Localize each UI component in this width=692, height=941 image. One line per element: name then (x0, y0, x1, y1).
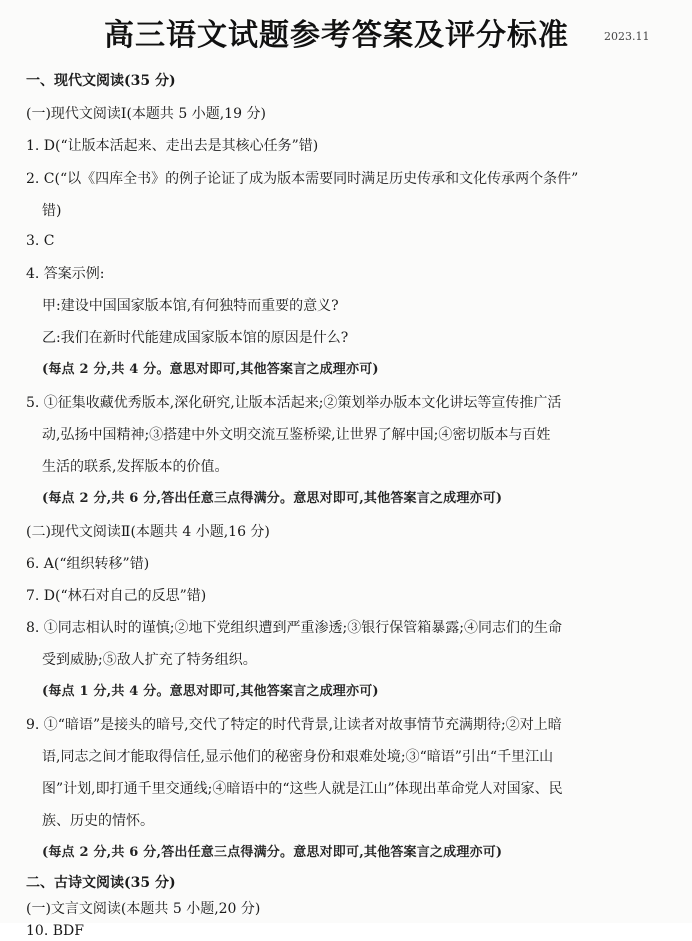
answer-line: 10. BDF (26, 923, 84, 939)
answer-line: 9. ①“暗语”是接头的暗号,交代了特定的时代背景,让读者对故事情节充满期待;②对上暗 (26, 717, 562, 733)
answer-line: 7. D(“林石对自己的反思”错) (26, 588, 207, 604)
answer-line-continued: 受到威胁;⑤敌人扩充了特务组织。 (42, 652, 257, 668)
answer-line-continued: 错) (42, 203, 62, 219)
section-heading-modern-reading: 一、现代文阅读(35 分) (26, 73, 176, 89)
exam-date: 2023.11 (604, 30, 650, 43)
scoring-note: (每点 2 分,共 6 分,答出任意三点得满分。意思对即可,其他答案言之成理亦可) (42, 845, 503, 860)
answer-line: 6. A(“组织转移”错) (26, 556, 150, 572)
subsection-heading-reading-1: (一)现代文阅读Ⅰ(本题共 5 小题,19 分) (26, 106, 266, 122)
answer-line: 2. C(“以《四库全书》的例子论证了成为版本需要同时满足历史传承和文化传承两个条件” (26, 171, 579, 187)
answer-line: 4. 答案示例: (26, 266, 105, 282)
answer-example-line: 乙:我们在新时代能建成国家版本馆的原因是什么? (42, 330, 349, 346)
answer-line: 3. C (26, 233, 55, 249)
answer-line: 5. ①征集收藏优秀版本,深化研究,让版本活起来;②策划举办版本文化讲坛等宣传推广活 (26, 395, 562, 411)
answer-line-continued: 生活的联系,发挥版本的价值。 (42, 459, 229, 475)
subsection-heading-reading-2: (二)现代文阅读Ⅱ(本题共 4 小题,16 分) (26, 524, 270, 540)
answer-line-continued: 动,弘扬中国精神;③搭建中外文明交流互鉴桥梁,让世界了解中国;④密切版本与百姓 (42, 427, 551, 443)
section-heading-classical-reading: 二、古诗文阅读(35 分) (26, 875, 176, 891)
subsection-heading-classical-1: (一)文言文阅读(本题共 5 小题,20 分) (26, 901, 261, 917)
answer-example-line: 甲:建设中国国家版本馆,有何独特而重要的意义? (42, 298, 339, 314)
scoring-note: (每点 2 分,共 4 分。意思对即可,其他答案言之成理亦可) (42, 362, 379, 377)
header (0, 10, 692, 54)
answer-line-continued: 族、历史的情怀。 (42, 813, 154, 829)
scoring-note: (每点 2 分,共 6 分,答出任意三点得满分。意思对即可,其他答案言之成理亦可) (42, 491, 503, 506)
answer-line-continued: 图”计划,即打通千里交通线;④暗语中的“这些人就是江山”体现出革命党人对国家、民 (42, 781, 563, 797)
answer-line: 1. D(“让版本活起来、走出去是其核心任务”错) (26, 138, 319, 154)
answer-line-continued: 语,同志之间才能取得信任,显示他们的秘密身份和艰难处境;③“暗语”引出“千里江山 (42, 749, 554, 765)
page-title: 高三语文试题参考答案及评分标准 (104, 18, 569, 53)
answer-line: 8. ①同志相认时的谨慎;②地下党组织遭到严重渗透;③银行保管箱暴露;④同志们的生命 (26, 620, 562, 636)
scoring-note: (每点 1 分,共 4 分。意思对即可,其他答案言之成理亦可) (42, 684, 379, 699)
